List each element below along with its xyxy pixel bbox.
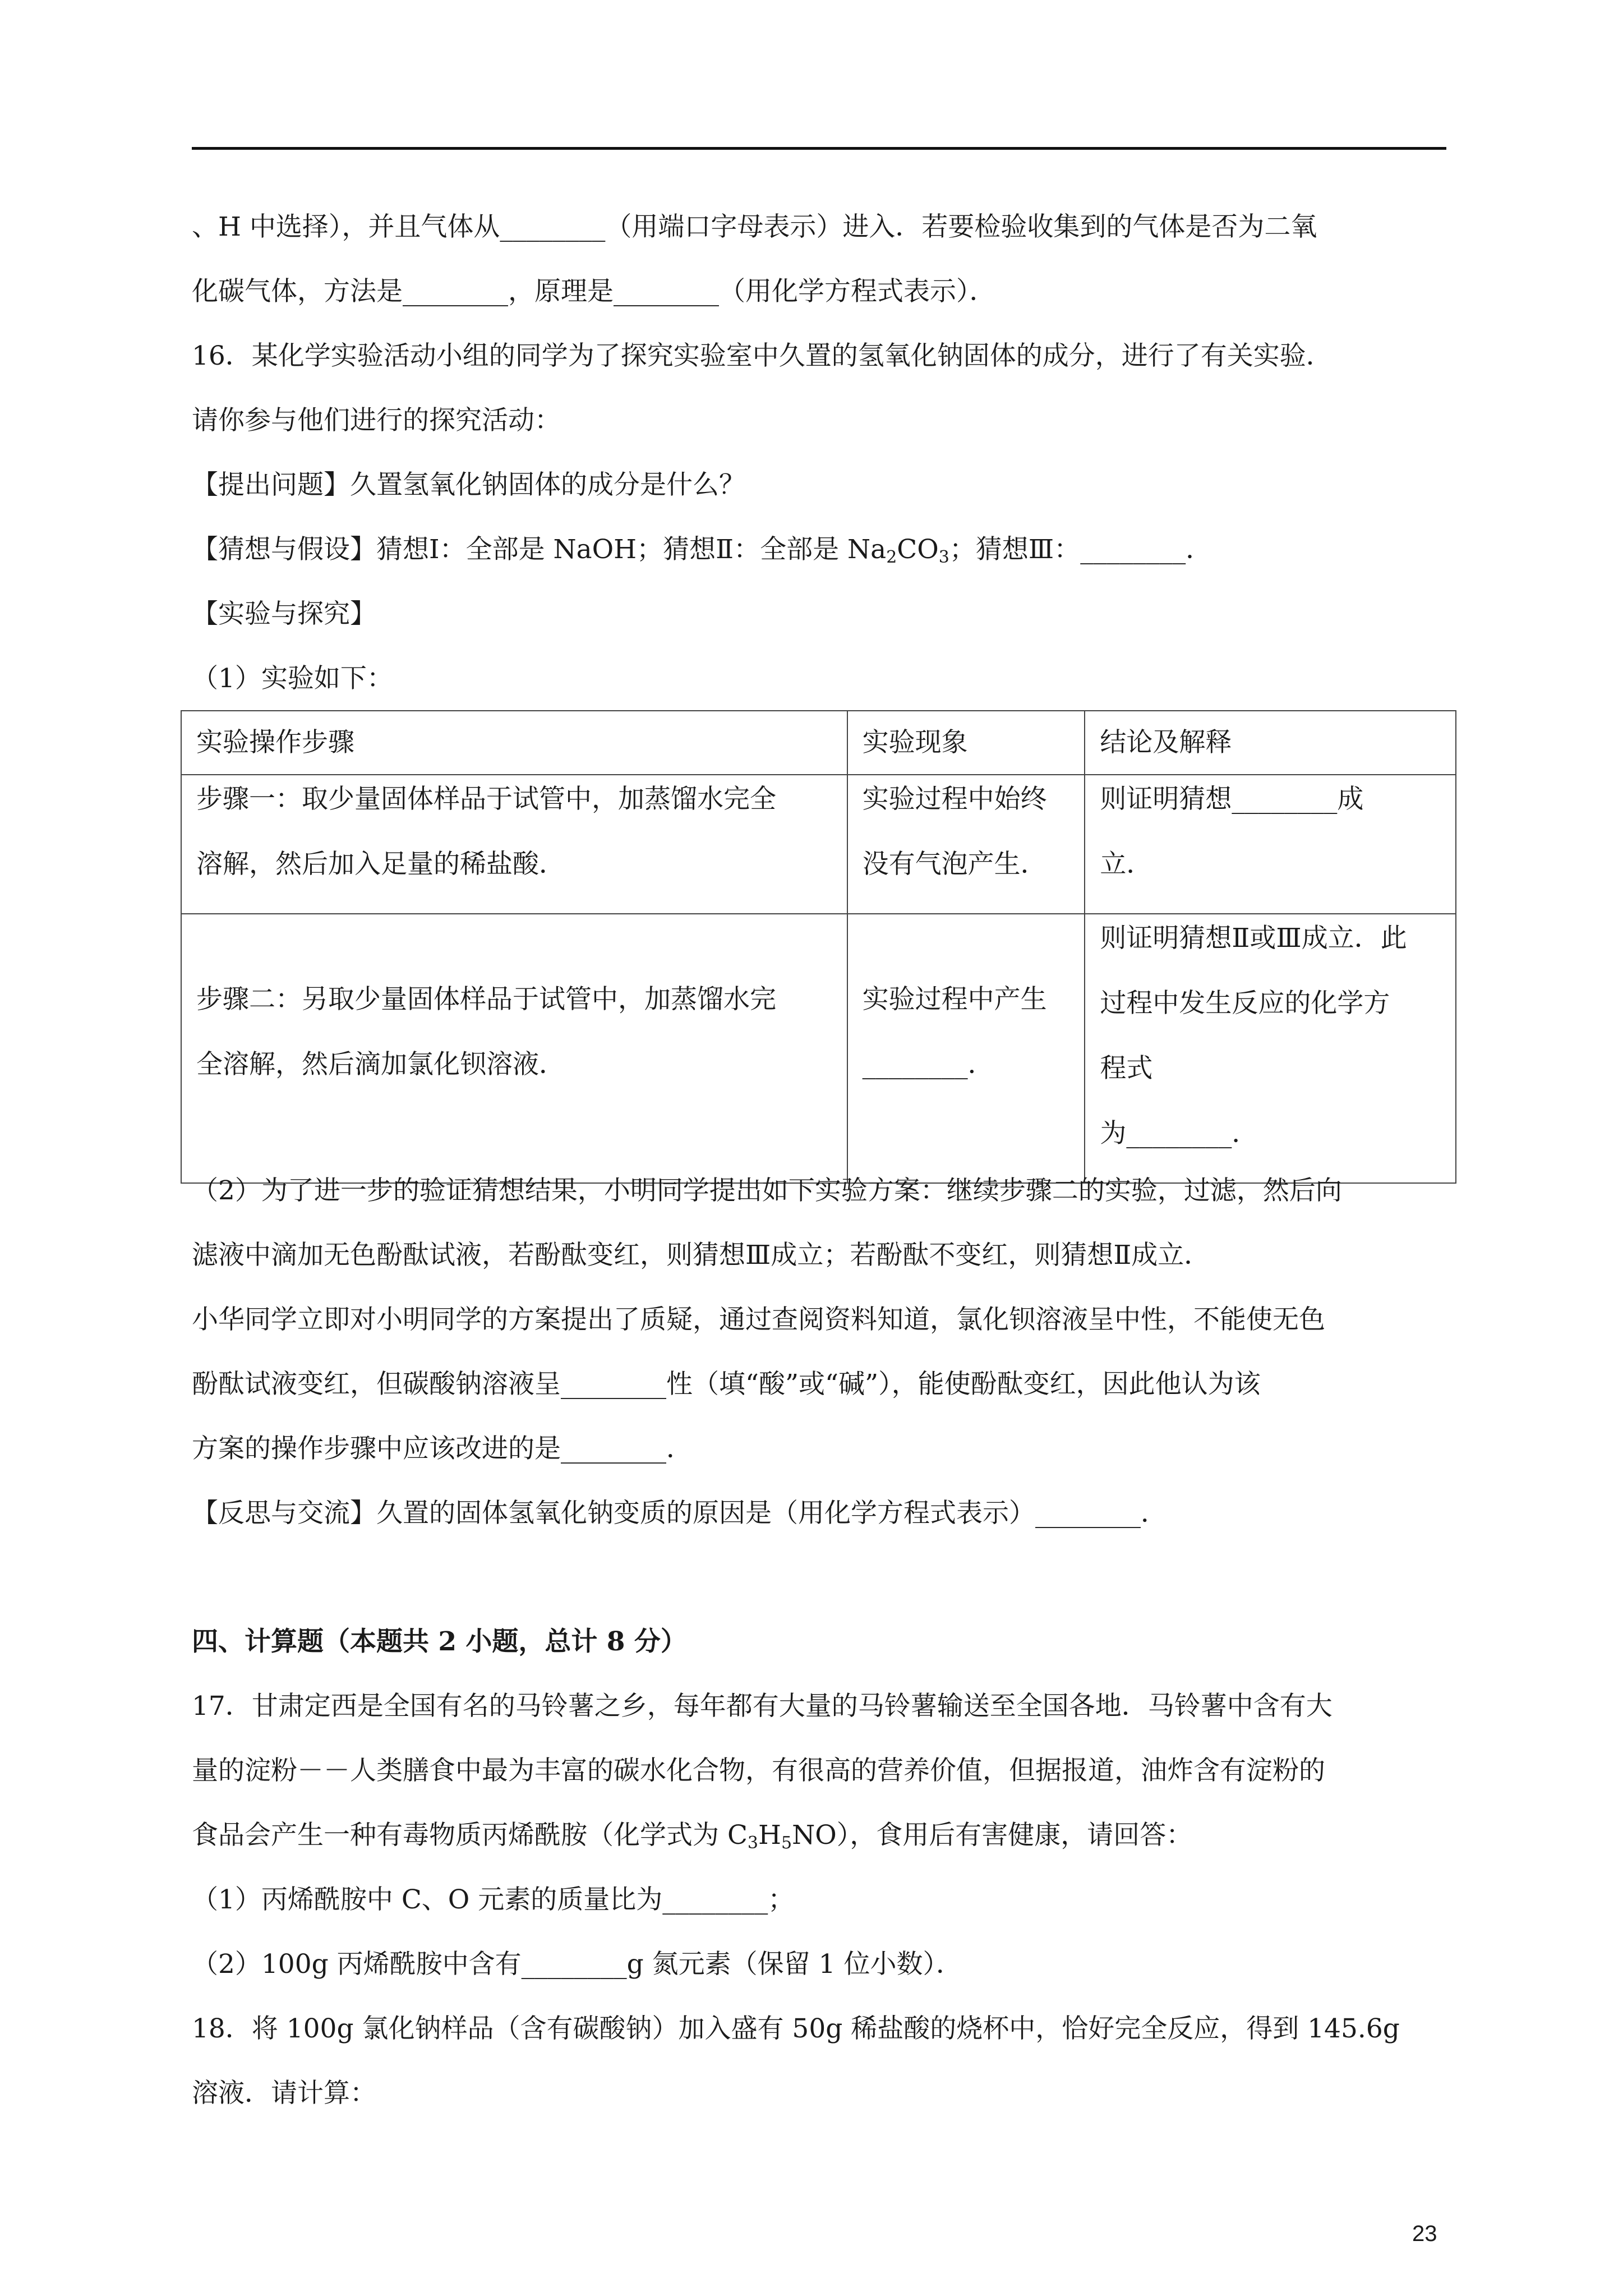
header-text: 实验现象 xyxy=(862,727,968,758)
cell-text: 步骤二：另取少量固体样品于试管中，加蒸馏水完 xyxy=(196,984,776,1015)
question-17: 17．甘肃定西是全国有名的马铃薯之乡，每年都有大量的马铃薯输送至全国各地．马铃薯中含有大 xyxy=(192,1691,1332,1722)
text-line: 化碳气体，方法是________，原理是________（用化学方程式表示）． xyxy=(192,276,996,307)
cell-text: 立． xyxy=(1100,849,1153,880)
subscript: 2 xyxy=(886,547,897,567)
text-line: 【反思与交流】久置的固体氢氧化钠变质的原因是（用化学方程式表示）________． xyxy=(192,1498,1167,1529)
text-line: （1）丙烯酰胺中 C、O 元素的质量比为________； xyxy=(192,1884,795,1915)
text-span: ；猜想Ⅲ：________． xyxy=(949,534,1212,565)
table-cell xyxy=(847,775,1085,914)
header-text: 结论及解释 xyxy=(1100,727,1232,758)
cell-text: 则证明猜想Ⅱ或Ⅲ成立．此 xyxy=(1100,923,1407,954)
text-line: 【提出问题】久置氢氧化钠固体的成分是什么？ xyxy=(192,470,745,500)
question-16: 16．某化学实验活动小组的同学为了探究实验室中久置的氢氧化钠固体的成分，进行了有关实验． xyxy=(192,341,1332,371)
cell-text: 实验过程中始终 xyxy=(862,784,1047,815)
page-number: 23 xyxy=(1412,2221,1437,2246)
subscript: 3 xyxy=(747,1833,758,1853)
table-row xyxy=(181,914,1456,1183)
text-span: NO），食用后有害健康，请回答： xyxy=(792,1820,1193,1851)
text-line: 量的淀粉－－人类膳食中最为丰富的碳水化合物，有很高的营养价值，但据报道，油炸含有淀粉的 xyxy=(192,1755,1325,1786)
section-title: 四、计算题（本题共 2 小题，总计 8 分） xyxy=(192,1626,687,1657)
table-header-cell xyxy=(1085,711,1456,775)
text-span: 食品会产生一种有毒物质丙烯酰胺（化学式为 C xyxy=(192,1820,748,1851)
text-line: 酚酞试液变红，但碳酸钠溶液呈________性（填“酸”或“碱”），能使酚酞变红，因此他认为该 xyxy=(192,1369,1261,1400)
cell-text: 溶解，然后加入足量的稀盐酸． xyxy=(196,849,565,880)
text-span: 【猜想与假设】猜想Ⅰ：全部是 NaOH；猜想Ⅱ：全部是 Na xyxy=(192,534,887,565)
text-line: 滤液中滴加无色酚酞试液，若酚酞变红，则猜想Ⅲ成立；若酚酞不变红，则猜想Ⅱ成立． xyxy=(192,1240,1211,1271)
subscript: 3 xyxy=(938,547,949,567)
text-line: （1）实验如下： xyxy=(192,663,393,694)
table-cell xyxy=(847,914,1085,1183)
header-rule xyxy=(192,147,1446,150)
table-header-cell xyxy=(181,711,847,775)
cell-text: ________． xyxy=(862,1049,994,1080)
text-line: 溶液．请计算： xyxy=(192,2078,376,2109)
text-line: 小华同学立即对小明同学的方案提出了质疑，通过查阅资料知道，氯化钡溶液呈中性，不能使无色 xyxy=(192,1304,1325,1335)
question-18: 18．将 100g 氯化钠样品（含有碳酸钠）加入盛有 50g 稀盐酸的烧杯中，恰好完全反应，得到 145.6g xyxy=(192,2013,1400,2044)
text-line: 请你参与他们进行的探究活动： xyxy=(192,405,561,436)
cell-text: 没有气泡产生． xyxy=(862,849,1047,880)
table-row xyxy=(181,775,1456,914)
text-line: 【实验与探究】 xyxy=(192,599,376,629)
hypothesis-line xyxy=(192,533,1212,567)
text-line: 方案的操作步骤中应该改进的是________． xyxy=(192,1433,693,1464)
subscript: 5 xyxy=(781,1833,792,1853)
text-line: （2）为了进一步的验证猜想结果，小明同学提出如下实验方案：继续步骤二的实验，过滤，然后向 xyxy=(192,1175,1342,1206)
cell-text: 步骤一：取少量固体样品于试管中，加蒸馏水完全 xyxy=(196,784,776,815)
header-text: 实验操作步骤 xyxy=(196,727,354,758)
text-span: CO xyxy=(897,534,939,565)
cell-text: 为________． xyxy=(1100,1118,1258,1149)
cell-text: 全溶解，然后滴加氯化钡溶液． xyxy=(196,1049,565,1080)
table-cell xyxy=(1085,914,1456,1183)
cell-text: 程式 xyxy=(1100,1053,1153,1084)
table-header-cell xyxy=(847,711,1085,775)
cell-text: 实验过程中产生 xyxy=(862,984,1047,1015)
table-cell xyxy=(181,914,847,1183)
cell-text: 过程中发生反应的化学方 xyxy=(1100,988,1390,1019)
table-header-row xyxy=(181,711,1456,775)
cell-text: 则证明猜想________成 xyxy=(1100,784,1364,815)
text-line: 、H 中选择），并且气体从________（用端口字母表示）进入．若要检验收集到的气体是否为二氧 xyxy=(192,211,1317,242)
table-cell xyxy=(181,775,847,914)
experiment-table xyxy=(181,710,1456,1184)
table-cell xyxy=(1085,775,1456,914)
text-span: H xyxy=(758,1820,781,1851)
formula-line xyxy=(192,1819,1192,1852)
text-line: （2）100g 丙烯酰胺中含有________g 氮元素（保留 1 位小数）． xyxy=(192,1949,962,1980)
